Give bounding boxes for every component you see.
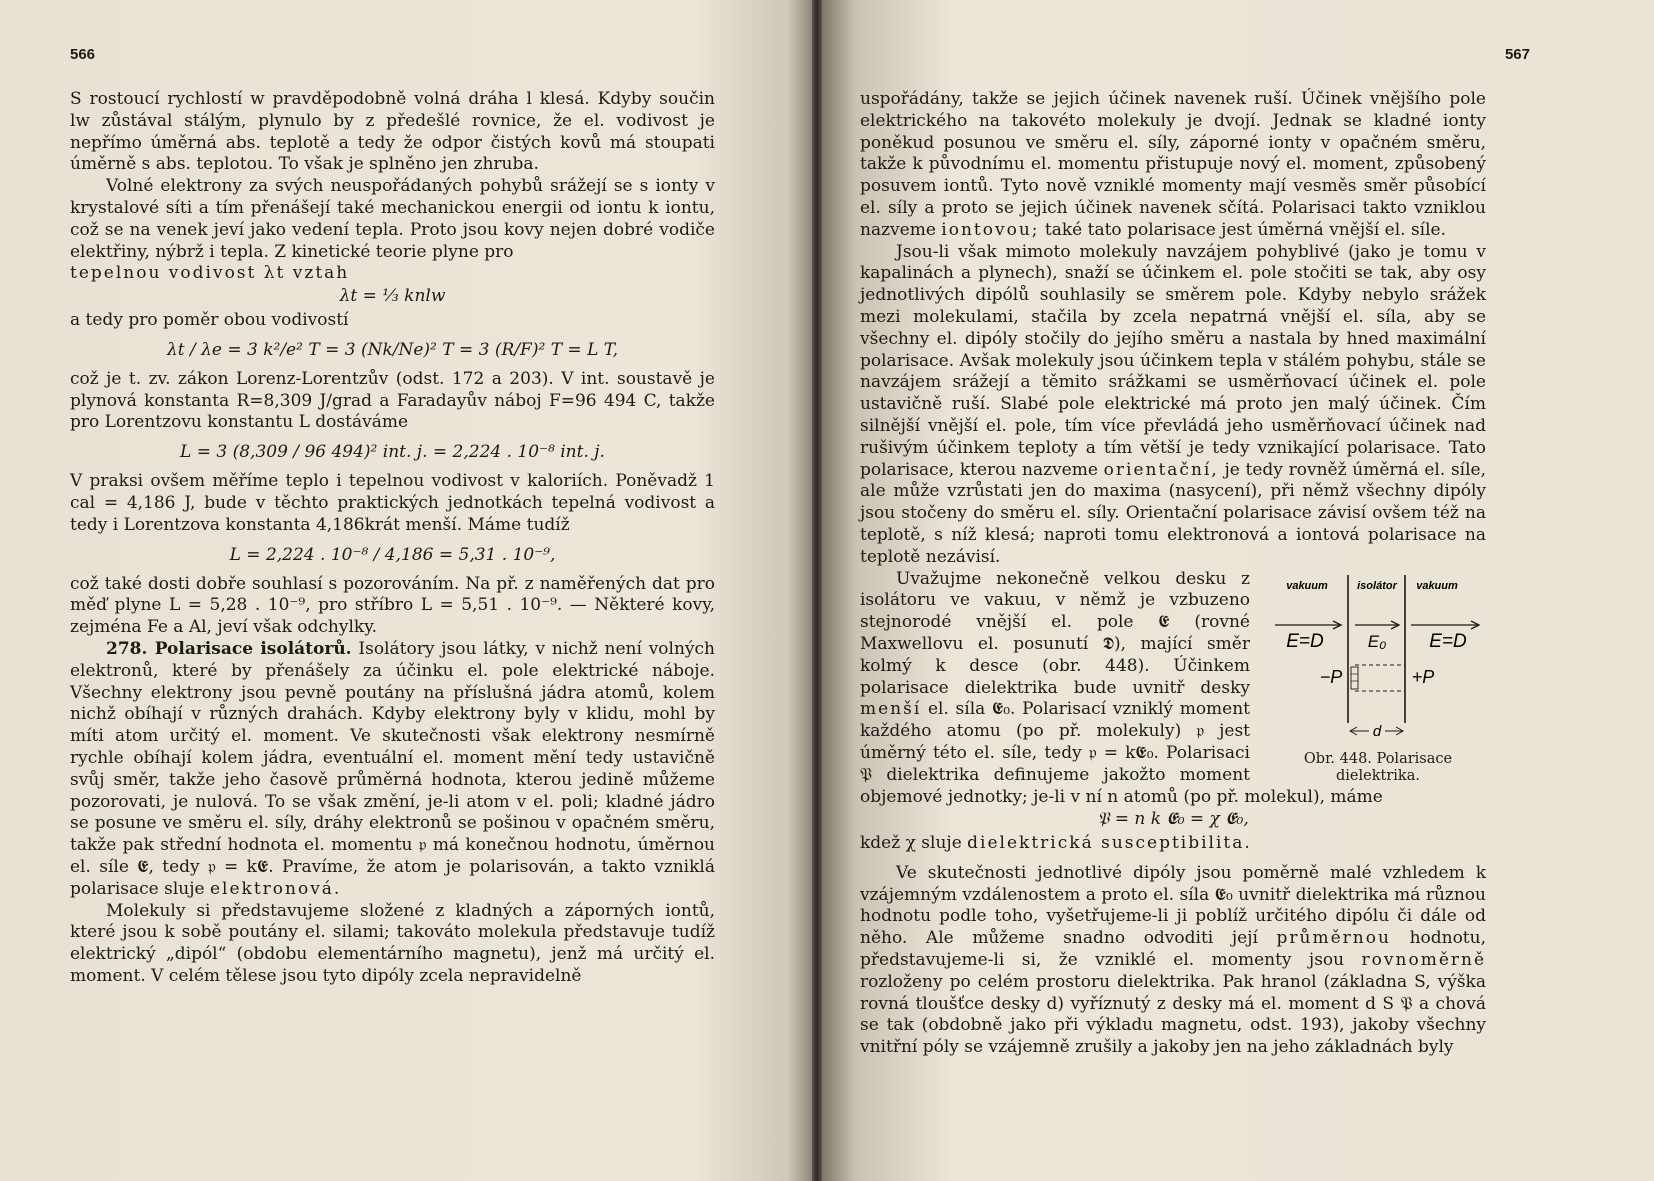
paragraph: Uvažujme nekonečně velkou desku z isolátoru ve vakuu, v němž je vzbuzeno stejnorodé vnější el. pole 𝕰 (rovné Maxwellovu el. posunutí 𝕯), mající směr kolmý k desce (obr. 448). Účinkem polarisace dielektrika bude uvnitř desky menší el. síla 𝕰₀. Polarisací vzniklý moment každého atomu (po př. molekuly) 𝔭 jest úměrný této el. síle, tedy 𝔭 = k𝕰₀. Polarisaci 𝔓 dielektrika definujeme jakožto moment objemové jednotky; je-li v ní n atomů (po př. molekul), máme — [860, 568, 1383, 807]
paragraph: což je t. zv. zákon Lorenz-Lorentzův (odst. 172 a 203). V int. soustavě je plynová konstanta R=8,309 J/grad a Faradayův náboj F=96 494 C, takže pro Lorentzovu konstantu L dostáváme — [70, 368, 715, 433]
section-heading: 278. Polarisace isolátorů. — [106, 638, 352, 659]
label-plus-p: +P — [1411, 666, 1435, 687]
paragraph: Jsou-li však mimoto molekuly navzájem pohyblivé (jako je tomu v kapalinách a plynech), snaží se účinkem el. pole stočiti se tak, aby osy jednotlivých dipólů souhlasily se směrem pole. Kdyby nebylo srážek mezi molekulami, stačila by zcela nepatrná vnější el. síla, aby se všechny el. dipóly stočily do jejího směru a nastala by hned maximální polarisace. Avšak molekuly jsou účinkem tepla v stálém pohybu, stále se navzájem srážejí a těmito srážkami se usměrňovací účinek el. pole ustavičně ruší. Slabé pole elektrické má proto jen malý účinek. Čím silnější vnější el. pole, tím více převládá jeho usměrňovací účinek nad rušivým účinkem teploty a tím větší je tedy vznikající polarisace. Tato polarisace, kterou nazveme orientační, je tedy rovněž úměrná el. síle, ale může vzrůstati jen do maxima (nasycení), při němž všechny dipóly jsou stočeny do směru el. síly. Orientační polarisace závisí ovšem též na teplotě, s níž klesá; naproti tomu elektronová a iontová polarisace na teplotě nezávisí. — [860, 241, 1487, 567]
paragraph: Volné elektrony za svých neuspořádaných pohybů srážejí se s ionty v krystalové síti a tím přenášejí také mechanickou energii od iontu k iontu, což se na venek jeví jako vedení tepla. Proto jsou kovy nejen dobré vodiče elektřiny, nýbrž i tepla. Z kinetické teorie plyne pro — [70, 176, 715, 262]
right-page-text — [860, 89, 1486, 1059]
figure-caption: Obr. 448. Polarisace dielektrika. — [1303, 750, 1453, 784]
formula-polarisation: 𝔓 = n k 𝕰₀ = χ 𝕰₀, — [1097, 809, 1249, 830]
paragraph — [70, 263, 715, 285]
paragraph: S rostoucí rychlostí w pravděpodobně volná dráha l klesá. Kdyby součin lw zůstával stálým, plynulo by z předešlé rovnice, že el. vodivost je nepřímo úměrná abs. teplotě a tedy že odpor čistých kovů má stoupati úměrně s abs. teplotou. To však je splněno jen zhruba. — [70, 89, 715, 175]
paragraph: Molekuly si představujeme složené z kladných a záporných iontů, které jsou k sobě poutány el. silami; takováto molekula představuje tudíž elektrický „dipól“ (obdobu elementárního magnetu), jenž má určitý el. moment. V celém tělese jsou tyto dipóly zcela nepravidelně — [70, 900, 715, 986]
paragraph: Ve skutečnosti jednotlivé dipóly jsou poměrně malé vzhledem k vzájemným vzdálenostem a proto el. síla 𝕰₀ uvnitř dielektrika má různou hodnotu podle toho, vyšetřujeme-li ji poblíž určitého dipólu či dále od něho. Ale můžeme snadno odvoditi její průměrnou hodnotu, představujeme-li si, že vzniklé el. momenty jsou rovnoměrně rozloženy po celém prostoru dielektrika. Pak hranol (základna S, výška rovná tloušťce desky d) vyříznutý z desky má el. moment d S 𝔓 a chová se tak (obdobně jako při výkladu magnetu, odst. 193), jakoby všechny vnitřní póly se vzájemně zrušily a jakoby jen na jeho základnách byly — [860, 862, 1487, 1058]
formula-lorenz-ratio: λt / λe = 3 k²/e² T = 3 (Nk/Ne)² T = 3 (R/F)² T = L T, — [166, 339, 619, 360]
page-number-left: 566 — [70, 46, 96, 63]
paragraph: uspořádány, takže se jejich účinek navenek ruší. Účinek vnějšího pole elektrického na takovéto molekuly je dvojí. Jednak se kladné ionty poněkud posunou ve směru el. síly, záporné ionty v opačném směru, takže k původnímu el. momentu přistupuje nový el. moment, způsobený posuvem iontů. Tyto nově vzniklé momenty mají vesměs směr působící el. síly a proto se jejich účinek navenek sčítá. Polarisaci takto vzniklou nazveme iontovou; také tato polarisace jest úměrná vnější el. síle. — [860, 89, 1486, 240]
polarisation-diagram — [1273, 573, 1483, 745]
label-vacuum-right: vakuum — [1416, 579, 1458, 592]
formula-lorentz-constant: L = 3 (8,309 / 96 494)² int. j. = 2,224 . 10⁻⁸ int. j. — [180, 442, 605, 463]
term-thermal-conductivity: tepelnou vodivost λt vztah — [70, 263, 350, 284]
term-susceptibility: dielektrická susceptibilita. — [967, 833, 1252, 854]
book-gutter — [812, 0, 822, 1181]
label-minus-p: −P — [1319, 666, 1343, 687]
label-e-eq-d-right: E=D — [1429, 630, 1467, 652]
paragraph: 278. Polarisace isolátorů. Isolátory jsou látky, v nichž není volných elektronů, které by přenášely za účinku el. pole elektrické náboje. Všechny elektrony jsou pevně poutány na příslušná jádra atomů, kolem nichž obíhají v různých drahách. Kdyby elektrony byly v klidu, mohl by míti atom určitý el. moment. Ve skutečnosti však elektrony nesmírně rychle obíhají kolem jádra, eventuální el. moment mění tedy ustavičně svůj směr, takže jeho časově průměrná hodnota, kterou jedině můžeme pozorovati, je nulová. To se však změní, je-li atom v el. poli; kladné jádro se posune ve směru el. síly, dráhy elektronů se pošinou v opačném směru, takže pak střední hodnota el. momentu 𝔭 má konečnou hodnotu, úměrnou el. síle 𝕰, tedy 𝔭 = k𝕰. Pravíme, že atom je polarisován, a takto vzniklá polarisace sluje elektronová. — [70, 638, 715, 899]
term-electronic: elektronová. — [209, 878, 342, 899]
right-page — [822, 0, 1654, 1181]
label-e-eq-d-left: E=D — [1286, 630, 1324, 652]
term-orientation: orientační, — [1103, 459, 1219, 480]
paragraph: V praksi ovšem měříme teplo i tepelnou vodivost v kaloriích. Poněvadž 1 cal = 4,186 J, bude v těchto praktických jednotkách tepelná vodivost a tedy i Lorentzova konstanta 4,186krát menší. Máme tudíž — [70, 471, 715, 535]
figure-section — [860, 569, 1486, 834]
left-page — [0, 0, 812, 1181]
paragraph: což také dosti dobře souhlasí s pozorováním. Na př. z naměřených dat pro měď plyne L = 5,28 . 10⁻⁹, pro stříbro L = 5,51 . 10⁻⁹. — Některé kovy, zejména Fe a Al, jeví však odchylky. — [70, 573, 715, 638]
paragraph: kdež χ sluje dielektrická susceptibilita. — [860, 833, 1252, 854]
label-e0: E₀ — [1367, 631, 1387, 651]
page-number-right: 567 — [1504, 46, 1530, 63]
figure-448 — [1270, 573, 1486, 785]
label-isolator: isolátor — [1357, 579, 1397, 592]
term-ionic: iontovou; — [941, 219, 1040, 240]
label-d: d — [1372, 722, 1382, 740]
term-smaller: menší — [860, 699, 922, 720]
term-uniform: rovnoměrně — [1361, 950, 1487, 971]
formula-thermal-conductivity: λt = ⅓ knlw — [339, 286, 446, 307]
label-vacuum-left: vakuum — [1286, 579, 1328, 592]
left-page-text — [70, 89, 715, 988]
formula-lorentz-cal: L = 2,224 . 10⁻⁸ / 4,186 = 5,31 . 10⁻⁹, — [229, 544, 556, 565]
term-average: průměrnou — [1276, 928, 1391, 949]
paragraph: a tedy pro poměr obou vodivostí — [70, 309, 349, 330]
